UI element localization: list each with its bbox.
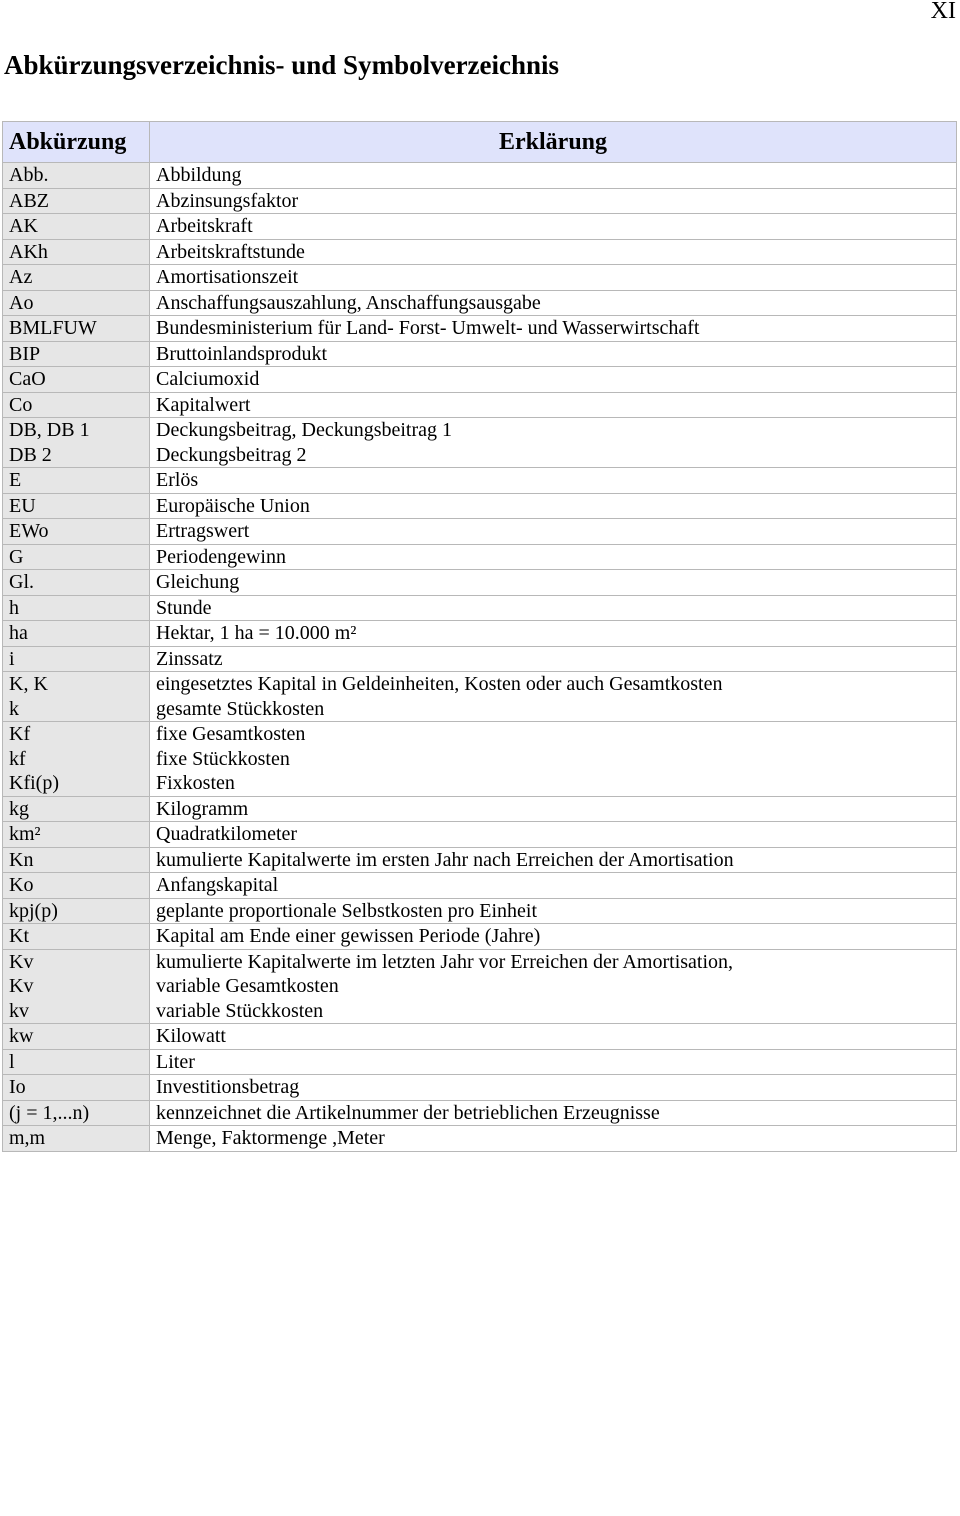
explanation-text: Liter: [156, 1050, 195, 1073]
abbreviation-text: ha: [9, 622, 28, 644]
explanation-text: Anschaffungsauszahlung, Anschaffungsausgabe: [156, 291, 541, 314]
explanation-text: geplante proportionale Selbstkosten pro Einheit: [156, 899, 538, 922]
abbreviation-text: kf: [9, 747, 26, 770]
abbreviation-cell: [3, 188, 150, 214]
explanation-cell: [150, 367, 957, 393]
table-row: [3, 544, 957, 570]
abbreviation-cell: [3, 898, 150, 924]
abbreviation-cell: [3, 621, 150, 647]
abbreviation-cell: [3, 924, 150, 950]
table-row: [3, 392, 957, 418]
page-number: XI: [930, 0, 956, 24]
abbreviation-text: DB 2: [9, 443, 52, 466]
abbreviation-text: kpj(p): [9, 899, 58, 922]
table-row: [3, 290, 957, 316]
abbreviation-cell: [3, 646, 150, 672]
abbreviation-cell: [3, 873, 150, 899]
explanation-text: Zinssatz: [156, 647, 223, 670]
abbreviation-cell: [3, 847, 150, 873]
abbreviation-text: Ao: [9, 291, 34, 314]
explanation-cell: [150, 1126, 957, 1152]
abbreviation-cell: [3, 544, 150, 570]
abbreviation-cell: [3, 367, 150, 393]
explanation-text: Periodengewinn: [156, 545, 286, 568]
table-row: [3, 722, 957, 797]
abbreviation-cell: [3, 290, 150, 316]
table-row: [3, 924, 957, 950]
page-title: Abkürzungsverzeichnis- und Symbolverzeichnis: [4, 50, 560, 80]
explanation-text: Arbeitskraft: [156, 215, 253, 237]
abbreviation-text: ABZ: [9, 189, 49, 212]
explanation-text: Kilowatt: [156, 1025, 226, 1047]
abbreviation-text: CaO: [9, 368, 46, 390]
explanation-text: Arbeitskraftstunde: [156, 240, 305, 263]
explanation-cell: [150, 672, 957, 722]
explanation-text: Kapitalwert: [156, 393, 251, 416]
explanation-text: Hektar, 1 ha = 10.000 m²: [156, 622, 357, 644]
abbreviation-text: kv: [9, 999, 29, 1022]
explanation-text: fixe Gesamtkosten: [156, 723, 306, 745]
explanation-text: fixe Stückkosten: [156, 747, 290, 770]
table-row: [3, 341, 957, 367]
abbreviation-cell: [3, 1075, 150, 1101]
explanation-cell: [150, 188, 957, 214]
abbreviation-cell: [3, 1100, 150, 1126]
explanation-cell: [150, 822, 957, 848]
abbreviation-cell: [3, 1024, 150, 1050]
explanation-text: Deckungsbeitrag, Deckungsbeitrag 1: [156, 419, 453, 441]
abbreviation-text: Az: [9, 266, 33, 288]
abbreviation-cell: [3, 265, 150, 291]
explanation-text: Quadratkilometer: [156, 823, 298, 845]
abbreviation-text: K, K: [9, 673, 48, 695]
abbreviation-cell: [3, 214, 150, 240]
table-row: [3, 621, 957, 647]
abbreviation-text: k: [9, 697, 19, 720]
explanation-text: Abbildung: [156, 164, 242, 186]
explanation-cell: [150, 722, 957, 797]
explanation-cell: [150, 544, 957, 570]
table-row: [3, 1049, 957, 1075]
abbreviation-table: [2, 121, 957, 1152]
table-row: [3, 1075, 957, 1101]
explanation-cell: [150, 214, 957, 240]
abbreviation-cell: [3, 570, 150, 596]
explanation-cell: [150, 949, 957, 1024]
abbreviation-cell: [3, 796, 150, 822]
abbreviation-text: Co: [9, 393, 33, 416]
explanation-text: Stunde: [156, 596, 212, 619]
table-row: [3, 188, 957, 214]
abbreviation-cell: [3, 316, 150, 342]
explanation-cell: [150, 392, 957, 418]
explanation-cell: [150, 239, 957, 265]
abbreviation-text: EWo: [9, 520, 49, 542]
table-row: [3, 468, 957, 494]
table-row: [3, 646, 957, 672]
explanation-text: Calciumoxid: [156, 368, 260, 390]
explanation-cell: [150, 163, 957, 189]
abbreviation-cell: [3, 519, 150, 545]
abbreviation-text: G: [9, 545, 24, 568]
explanation-cell: [150, 341, 957, 367]
abbreviation-cell: [3, 1126, 150, 1152]
abbreviation-text: BIP: [9, 342, 41, 365]
abbreviation-text: km²: [9, 823, 41, 845]
table-header-row: [3, 122, 957, 163]
abbreviation-text: Kf: [9, 723, 31, 745]
table-row: [3, 672, 957, 722]
abbreviation-text: E: [9, 469, 22, 491]
abbreviation-text: kw: [9, 1025, 34, 1047]
column-header-abbreviation: Abkürzung: [3, 122, 150, 163]
abbreviation-text: (j = 1,...n): [9, 1101, 90, 1124]
explanation-text: Kapital am Ende einer gewissen Periode (Jahre): [156, 925, 541, 947]
explanation-cell: [150, 519, 957, 545]
table-row: [3, 214, 957, 240]
table-row: [3, 265, 957, 291]
explanation-text: Fixkosten: [156, 772, 235, 794]
abbreviation-text: h: [9, 596, 19, 619]
abbreviation-text: DB, DB 1: [9, 419, 90, 441]
explanation-text: Investitionsbetrag: [156, 1076, 300, 1098]
explanation-cell: [150, 290, 957, 316]
abbreviation-text: i: [9, 647, 15, 670]
explanation-text: Bundesministerium für Land- Forst- Umwelt- und Wasserwirtschaft: [156, 317, 700, 339]
abbreviation-text: Kt: [9, 925, 29, 947]
explanation-cell: [150, 621, 957, 647]
abbreviation-cell: [3, 493, 150, 519]
abbreviation-cell: [3, 822, 150, 848]
explanation-cell: [150, 796, 957, 822]
table-row: [3, 367, 957, 393]
explanation-text: Amortisationszeit: [156, 266, 299, 288]
abbreviation-cell: [3, 163, 150, 189]
abbreviation-cell: [3, 949, 150, 1024]
table-row: [3, 239, 957, 265]
table-row: [3, 493, 957, 519]
explanation-text: Ertragswert: [156, 520, 250, 542]
abbreviation-cell: [3, 418, 150, 468]
explanation-text: Abzinsungsfaktor: [156, 189, 299, 212]
explanation-cell: [150, 418, 957, 468]
explanation-cell: [150, 1075, 957, 1101]
abbreviation-cell: [3, 468, 150, 494]
explanation-cell: [150, 468, 957, 494]
abbreviation-cell: [3, 392, 150, 418]
explanation-cell: [150, 847, 957, 873]
table-row: [3, 570, 957, 596]
table-row: [3, 898, 957, 924]
abbreviation-text: Gl.: [9, 571, 34, 593]
explanation-cell: [150, 1100, 957, 1126]
table-row: [3, 1126, 957, 1152]
table-row: [3, 595, 957, 621]
explanation-cell: [150, 570, 957, 596]
table-row: [3, 1100, 957, 1126]
explanation-text: variable Gesamtkosten: [156, 975, 339, 997]
abbreviation-text: Kv: [9, 950, 34, 973]
explanation-text: Gleichung: [156, 571, 240, 593]
abbreviation-text: Kv: [9, 975, 34, 997]
abbreviation-cell: [3, 722, 150, 797]
table-row: [3, 949, 957, 1024]
explanation-text: gesamte Stückkosten: [156, 697, 325, 720]
explanation-text: Europäische Union: [156, 494, 310, 517]
abbreviation-text: AK: [9, 215, 38, 237]
explanation-text: kumulierte Kapitalwerte im ersten Jahr nach Erreichen der Amortisation: [156, 848, 734, 871]
abbreviation-text: BMLFUW: [9, 317, 97, 339]
explanation-cell: [150, 1049, 957, 1075]
explanation-text: Menge, Faktormenge ,Meter: [156, 1127, 385, 1149]
explanation-text: Erlös: [156, 469, 199, 491]
table-row: [3, 822, 957, 848]
table-row: [3, 847, 957, 873]
table-row: [3, 1024, 957, 1050]
explanation-cell: [150, 493, 957, 519]
abbreviation-cell: [3, 595, 150, 621]
explanation-cell: [150, 595, 957, 621]
abbreviation-text: Abb.: [9, 164, 49, 186]
explanation-cell: [150, 924, 957, 950]
explanation-text: eingesetztes Kapital in Geldeinheiten, Kosten oder auch Gesamtkosten: [156, 673, 723, 695]
abbreviation-text: Io: [9, 1076, 26, 1098]
explanation-text: Anfangskapital: [156, 874, 279, 896]
abbreviation-cell: [3, 672, 150, 722]
column-header-explanation: Erklärung: [150, 122, 957, 163]
explanation-text: kumulierte Kapitalwerte im letzten Jahr vor Erreichen der Amortisation,: [156, 950, 734, 973]
abbreviation-text: AKh: [9, 240, 48, 263]
explanation-cell: [150, 316, 957, 342]
explanation-cell: [150, 265, 957, 291]
abbreviation-cell: [3, 341, 150, 367]
explanation-cell: [150, 646, 957, 672]
table-row: [3, 519, 957, 545]
abbreviation-text: Kfi(p): [9, 772, 59, 794]
explanation-text: variable Stückkosten: [156, 999, 324, 1022]
explanation-text: Deckungsbeitrag 2: [156, 443, 307, 466]
explanation-cell: [150, 873, 957, 899]
abbreviation-text: Kn: [9, 848, 34, 871]
explanation-cell: [150, 1024, 957, 1050]
table-row: [3, 796, 957, 822]
explanation-text: Bruttoinlandsprodukt: [156, 342, 328, 365]
abbreviation-cell: [3, 1049, 150, 1075]
abbreviation-cell: [3, 239, 150, 265]
table-row: [3, 873, 957, 899]
abbreviation-text: m,m: [9, 1127, 46, 1149]
table-row: [3, 418, 957, 468]
abbreviation-text: l: [9, 1050, 15, 1073]
abbreviation-text: kg: [9, 797, 29, 820]
table-row: [3, 316, 957, 342]
table-row: [3, 163, 957, 189]
explanation-text: Kilogramm: [156, 797, 249, 820]
explanation-text: kennzeichnet die Artikelnummer der betrieblichen Erzeugnisse: [156, 1101, 660, 1124]
explanation-cell: [150, 898, 957, 924]
abbreviation-text: Ko: [9, 874, 34, 896]
abbreviation-text: EU: [9, 494, 36, 517]
